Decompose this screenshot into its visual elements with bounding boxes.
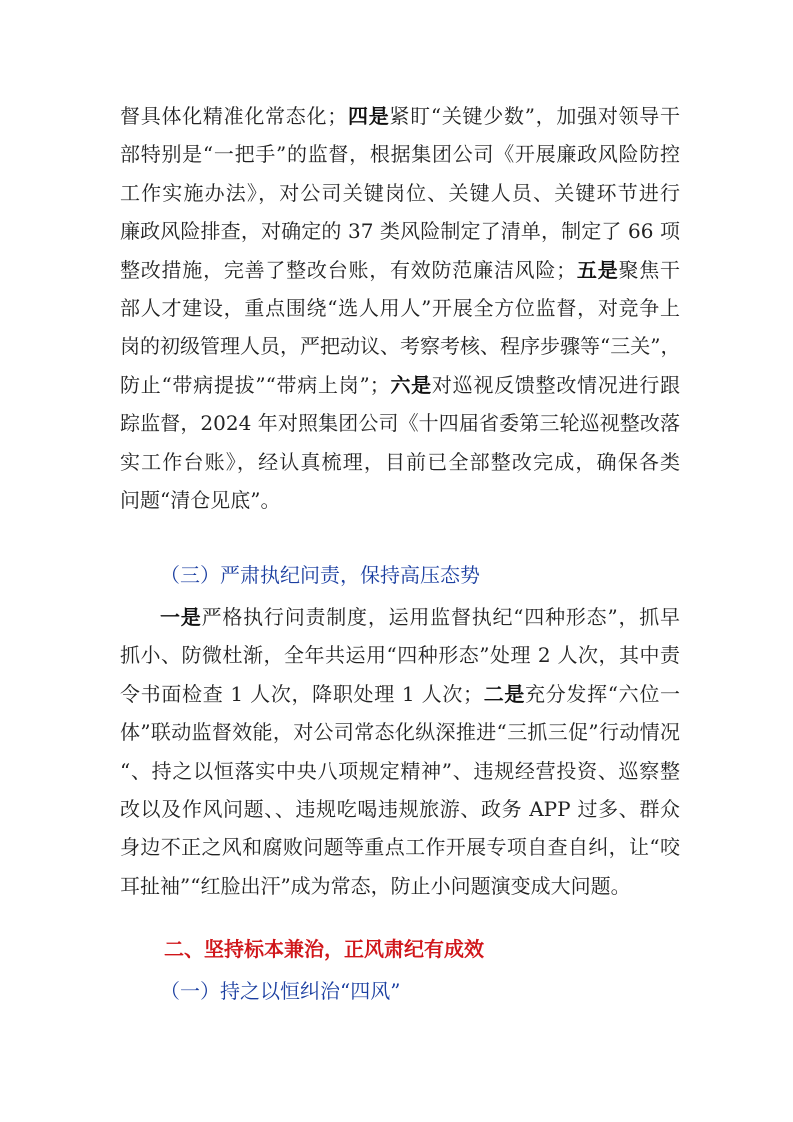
text-line: 问题“清仓见底”。 [120, 487, 281, 512]
heading-text: 二、坚持标本兼治，正风肃纪有成效 [164, 937, 484, 961]
text-line: 工作实施办法》，对公司关键岗位、关键人员、关键环节进行 [120, 180, 680, 205]
text-line: 令书面检查 1 人次，降职处理 1 人次；二是充分发挥“六位一 [120, 681, 680, 706]
text-line: 岗的初级管理人员，严把动议、考察考核、程序步骤等“三关”， [120, 334, 680, 359]
subheading-section-1 [120, 972, 680, 1010]
text-line: 督具体化精准化常态化；四是紧盯“关键少数”，加强对领导干 [120, 104, 680, 128]
text-line: 踪监督，2024 年对照集团公司《十四届省委第三轮巡视整改落 [120, 411, 680, 436]
text-line: “、持之以恒落实中央八项规定精神”、违规经营投资、巡察整 [120, 758, 680, 783]
text-line: 抓小、防微杜渐，全年共运用“四种形态”处理 2 人次，其中责 [120, 643, 680, 668]
text-line: 部人才建设，重点围绕“选人用人”开展全方位监督，对竞争上 [120, 295, 680, 320]
paragraph-accountability [120, 598, 680, 905]
keyword-fifth: 五是 [576, 257, 619, 282]
subheading-text: （三）严肃执纪问责，保持高压态势 [160, 563, 480, 587]
heading-section-2 [120, 930, 680, 968]
text-line: 体”联动监督效能，对公司常态化纵深推进“三抓三促”行动情况 [120, 720, 680, 745]
text-line: 改以及作风问题、、违规吃喝违规旅游、政务 APP 过多、群众 [120, 796, 680, 821]
text-line: 耳扯袖”“红脸出汗”成为常态，防止小问题演变成大问题。 [120, 873, 631, 898]
keyword-first: 一是 [160, 605, 202, 629]
text-line: 一是严格执行问责制度，运用监督执纪“四种形态”，抓早 [160, 605, 680, 629]
keyword-second: 二是 [483, 681, 526, 706]
text-line: 身边不正之风和腐败问题等重点工作开展专项自查自纠，让“咬 [120, 835, 680, 860]
keyword-fourth: 四是 [347, 104, 390, 128]
keyword-sixth: 六是 [389, 372, 432, 397]
text-line: 廉政风险排查，对确定的 37 类风险制定了清单，制定了 66 项 [120, 219, 680, 244]
text-line: 防止“带病提拔”“带病上岗”；六是对巡视反馈整改情况进行跟 [120, 372, 680, 397]
text-line: 整改措施，完善了整改台账，有效防范廉洁风险；五是聚焦干 [120, 257, 680, 282]
text-line: 实工作台账》，经认真梳理，目前已全部整改完成，确保各类 [120, 449, 680, 474]
subheading-text: （一）持之以恒纠治“四风” [160, 979, 401, 1003]
text-line: 部特别是“一把手”的监督，根据集团公司《开展廉政风险防控 [120, 142, 680, 167]
paragraph-supervision [120, 97, 680, 519]
subheading-section-3 [120, 556, 680, 594]
